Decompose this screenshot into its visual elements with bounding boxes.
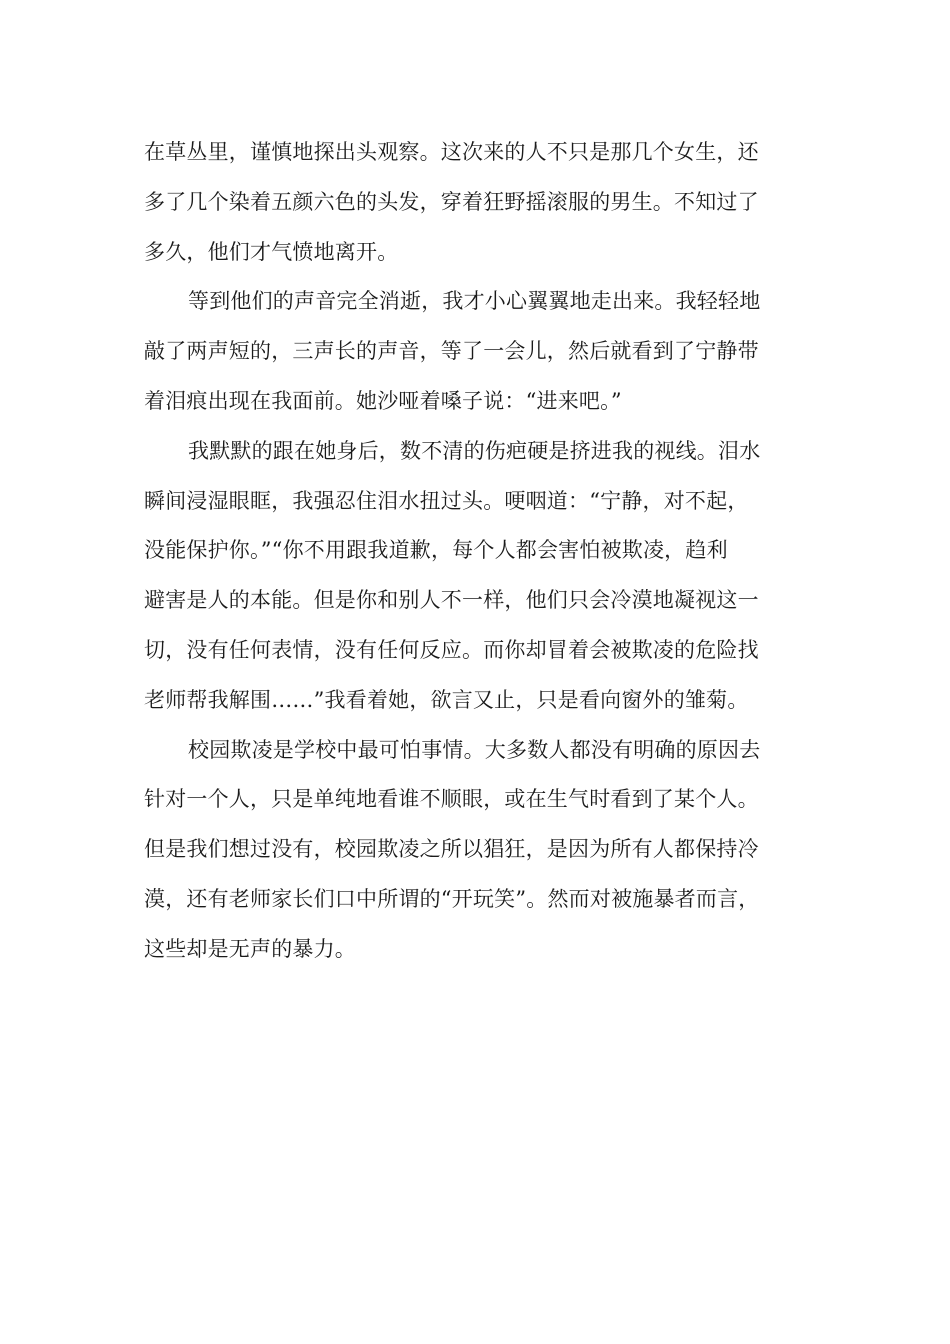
paragraph-line: 多了几个染着五颜六色的头发，穿着狂野摇滚服的男生。不知过了 — [144, 189, 759, 214]
paragraph-line: 针对一个人，只是单纯地看谁不顺眼，或在生气时看到了某个人。 — [144, 787, 759, 812]
paragraph-3 — [144, 427, 834, 726]
paragraph-2 — [144, 277, 834, 426]
paragraph-line: 避害是人的本能。但是你和别人不一样，他们只会冷漠地凝视这一 — [144, 588, 759, 613]
paragraph-4 — [144, 726, 834, 975]
paragraph-line: 没能保护你。”“你不用跟我道歉，每个人都会害怕被欺凌，趋利 — [144, 538, 728, 563]
paragraph-line: 漠，还有老师家长们口中所谓的“开玩笑”。然而对被施暴者而言， — [144, 886, 760, 911]
paragraph-1 — [144, 128, 834, 277]
paragraph-line: 我默默的跟在她身后，数不清的伤疤硬是挤进我的视线。泪水 — [188, 438, 761, 463]
paragraph-line: 切，没有任何表情，没有任何反应。而你却冒着会被欺凌的危险找 — [144, 637, 759, 662]
paragraph-line: 校园欺凌是学校中最可怕事情。大多数人都没有明确的原因去 — [188, 737, 761, 762]
paragraph-line: 这些却是无声的暴力。 — [144, 936, 356, 961]
paragraph-line: 敲了两声短的，三声长的声音，等了一会儿，然后就看到了宁静带 — [144, 339, 759, 364]
document-body — [144, 128, 834, 975]
paragraph-line: 多久，他们才气愤地离开。 — [144, 239, 399, 264]
paragraph-line: 在草丛里，谨慎地探出头观察。这次来的人不只是那几个女生，还 — [144, 140, 759, 164]
paragraph-line: 等到他们的声音完全消逝，我才小心翼翼地走出来。我轻轻地 — [188, 289, 761, 314]
paragraph-line: 瞬间浸湿眼眶，我强忍住泪水扭过头。哽咽道：“宁静，对不起， — [144, 488, 749, 513]
paragraph-line: 着泪痕出现在我面前。她沙哑着嗓子说：“进来吧。” — [144, 388, 622, 413]
paragraph-line: 老师帮我解围……”我看着她，欲言又止，只是看向窗外的雏菊。 — [144, 687, 749, 712]
paragraph-line: 但是我们想过没有，校园欺凌之所以猖狂，是因为所有人都保持冷 — [144, 837, 759, 862]
